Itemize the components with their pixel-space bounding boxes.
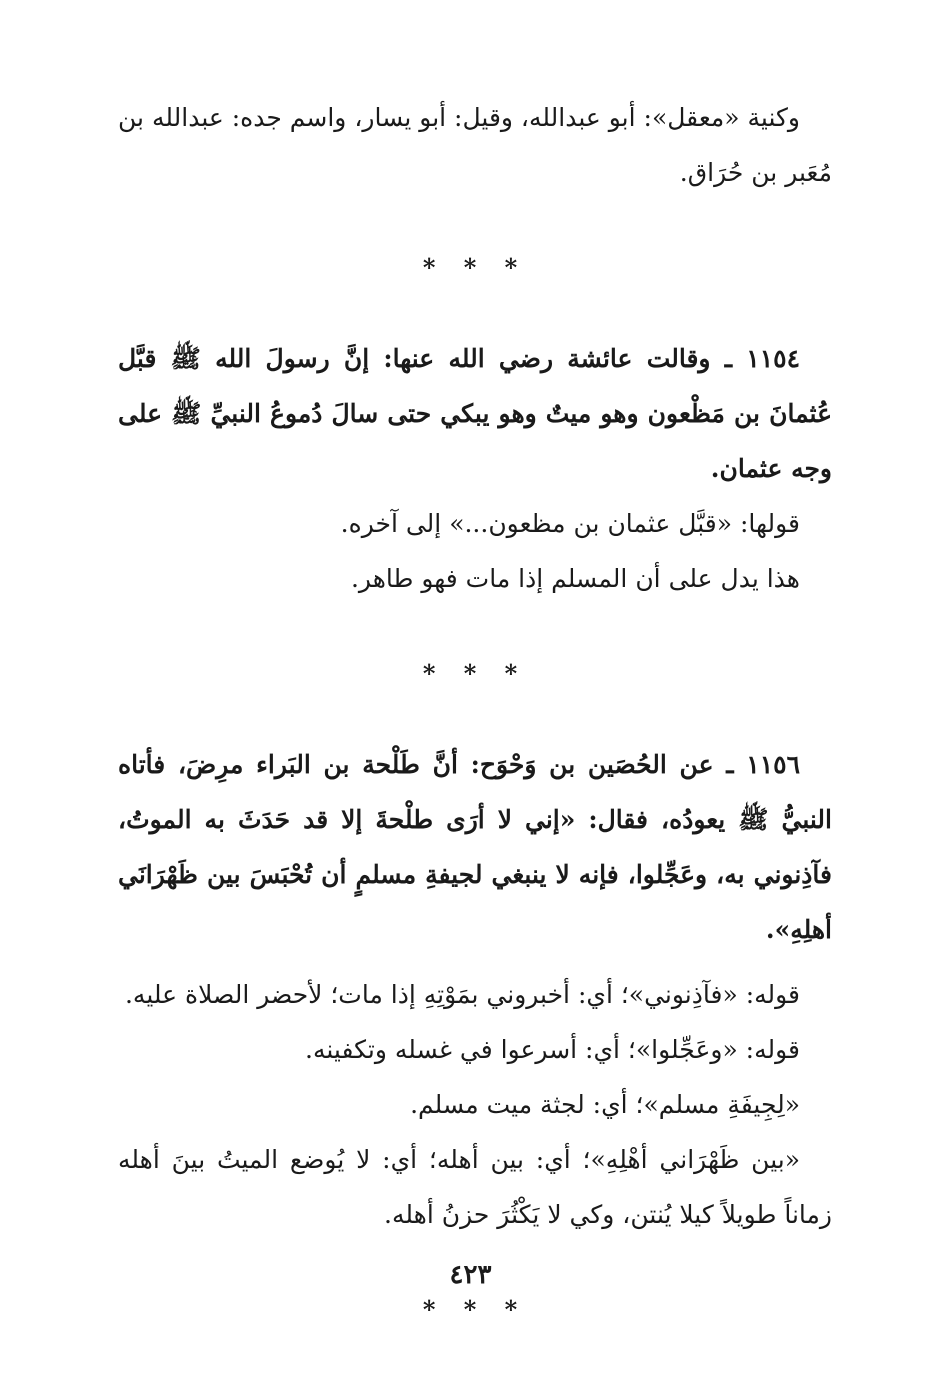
kunya-line-2: مُعَبر بن حُرَاق. [679, 158, 832, 187]
kunya-paragraph [118, 90, 832, 200]
hadith-1156-comment-1: قوله: «فآذِنوني»؛ أي: أخبروني بمَوْتِهِ إذا مات؛ لأحضر الصلاة عليه. [124, 980, 800, 1009]
hadith-1156-comment-4: «بين ظَهْرَاني أهْلِهِ»؛ أي: بين أهله؛ أي: لا يُوضع الميتُ بينَ أهله زماناً طويلاً كيلا يُنتن، وكي لا يَكْثُرَ حزنُ أهله. [118, 1145, 832, 1229]
page-body [118, 90, 832, 1337]
page-number: ٤٢٣ [449, 1260, 492, 1290]
separator-stars-3: * * * [422, 1295, 528, 1324]
hadith-1154-text: ١١٥٤ ـ وقالت عائشة رضي الله عنها: إنَّ رسولَ الله ﷺ قبَّل عُثمانَ بن مَظْعون وهو ميتٌ وهو يبكي حتى سالَ دُموعُ النبيِّ ﷺ على وجه عثمان. [118, 344, 832, 483]
hadith-1154-comment-2: هذا يدل على أن المسلم إذا مات فهو طاهر. [350, 564, 800, 593]
kunya-line-1: وكنية «معقل»: أبو عبدالله، وقيل: أبو يسار، واسم جده: عبدالله بن [118, 103, 800, 132]
separator-stars-2: * * * [422, 659, 528, 688]
separator-stars-1: * * * [422, 253, 528, 282]
hadith-1156-comment-2: قوله: «وعَجِّلوا»؛ أي: أسرعوا في غسله وتكفينه. [305, 1035, 800, 1064]
hadith-1156-text: ١١٥٦ ـ عن الحُصَين بن وَحْوَح: أنَّ طَلْحة بن البَراء مرِضَ، فأتاه النبيُّ ﷺ يعودُه، فقال: «إني لا أرَى طلْحةَ إلا قد حَدَثَ به الموتُ، فآذِنوني به، وعَجِّلوا، فإنه لا ينبغي لجيفةِ مسلمٍ أن تُحْبَسَ بين ظَهْرَانَي أهلِهِ». [118, 750, 832, 944]
hadith-1156-comment-3: «لِجِيفَةِ مسلم»؛ أي: لجثة ميت مسلم. [410, 1090, 800, 1119]
hadith-1154-comment-1: قولها: «قبَّل عثمان بن مظعون...» إلى آخره. [340, 509, 800, 538]
